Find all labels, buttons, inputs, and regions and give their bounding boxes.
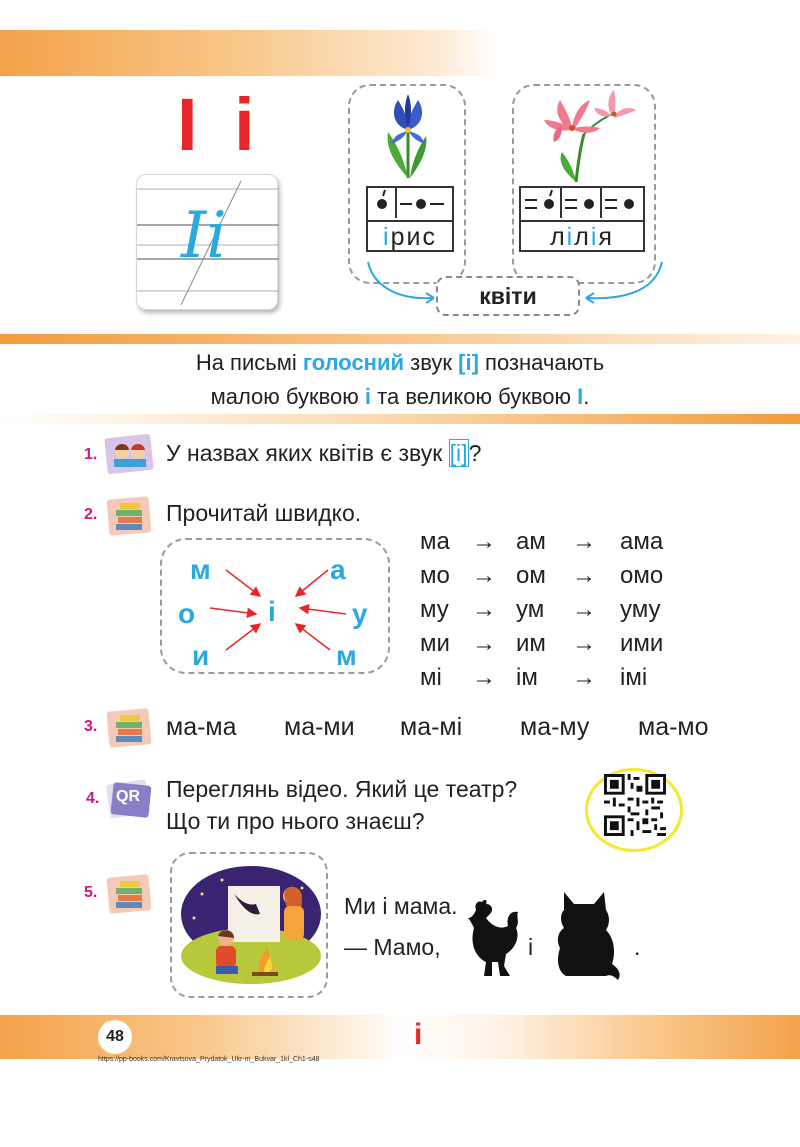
chain-arrow: → bbox=[472, 664, 496, 691]
cloud-letter-y: и bbox=[192, 640, 210, 671]
books-icon bbox=[104, 872, 154, 916]
lily-letter-end: я bbox=[598, 223, 614, 251]
chain-arrow: → bbox=[572, 596, 596, 623]
rule-line-2 bbox=[0, 381, 800, 413]
chain-syllable: ом bbox=[516, 562, 546, 589]
lily-flower-icon bbox=[514, 86, 658, 186]
chain-syllable: омо bbox=[620, 562, 664, 589]
chain-arrow: → bbox=[472, 596, 496, 623]
word-iris bbox=[368, 220, 452, 250]
cloud-letter-center-i: і bbox=[268, 596, 276, 627]
rule-text: малою буквою bbox=[210, 384, 365, 409]
chain-syllable: ми bbox=[420, 630, 450, 657]
rule-text: . bbox=[583, 384, 590, 409]
iris-scheme-symbols bbox=[368, 188, 452, 218]
task-1-text bbox=[166, 438, 481, 468]
iris-rest-letters: рис bbox=[390, 223, 437, 251]
chain-syllable: мо bbox=[420, 562, 450, 589]
syllable-word: ма-му bbox=[520, 713, 590, 741]
handwriting-lines bbox=[137, 175, 279, 311]
rule-text: звук bbox=[404, 350, 459, 375]
header-band bbox=[0, 30, 800, 76]
iris-card bbox=[348, 84, 466, 284]
shadow-theatre-picture bbox=[170, 852, 328, 998]
chain-syllable: уму bbox=[620, 596, 661, 623]
children-reading-icon bbox=[104, 432, 156, 476]
story-end: . bbox=[634, 934, 641, 960]
word-lily bbox=[521, 220, 643, 250]
rule-text: На письмі bbox=[195, 350, 303, 375]
rule-highlight: І bbox=[577, 384, 584, 409]
books-icon bbox=[104, 494, 154, 538]
task-4-line-2: Що ти про нього знаєш? bbox=[166, 808, 425, 834]
qr-badge-icon bbox=[104, 776, 154, 822]
qr-badge-label: QR bbox=[116, 788, 140, 805]
cloud-letter-a: а bbox=[330, 554, 346, 585]
task-2-text: Прочитай швидко. bbox=[166, 500, 362, 526]
chain-row bbox=[420, 596, 690, 630]
task-4-number: 4. bbox=[86, 790, 100, 807]
chain-arrow: → bbox=[472, 562, 496, 589]
rooster-silhouette-icon bbox=[462, 896, 522, 984]
chain-syllable: ма bbox=[420, 528, 450, 555]
shadow-theatre-illustration bbox=[172, 854, 328, 998]
cloud-letter-m-top: м bbox=[190, 554, 211, 585]
lily-vowel-2: і bbox=[590, 223, 599, 251]
qr-code-icon[interactable] bbox=[604, 774, 666, 836]
rule-text: позначають bbox=[478, 350, 605, 375]
chain-arrow: → bbox=[472, 528, 496, 555]
cat-silhouette-icon bbox=[552, 888, 624, 984]
books-icon bbox=[104, 706, 154, 750]
task-1-text-main: У назвах яких квітів є звук bbox=[166, 440, 449, 466]
task-2-number: 2. bbox=[84, 506, 98, 523]
chain-syllable: імі bbox=[620, 664, 648, 691]
task-1-number: 1. bbox=[84, 446, 98, 463]
footer-url[interactable]: https://pp-books.com/Kravtsova_Prydatok_Ukr-m_Bukvar_1kl_Ch1-s48 bbox=[98, 1056, 320, 1063]
task-4-line-1: Переглянь відео. Який це театр? bbox=[166, 776, 518, 802]
chain-syllable: мі bbox=[420, 664, 442, 691]
story-conjunction: і bbox=[528, 934, 534, 960]
cloud-letter-u: у bbox=[352, 598, 368, 629]
syllable-word: ма-мо bbox=[638, 713, 709, 741]
chain-arrow: → bbox=[572, 664, 596, 691]
lily-sound-scheme bbox=[519, 186, 645, 252]
page-number: 48 bbox=[98, 1020, 132, 1054]
lily-scheme-symbols bbox=[521, 188, 643, 218]
rule-text: та великою буквою bbox=[371, 384, 578, 409]
chain-syllable: ими bbox=[620, 630, 664, 657]
cloud-letter-o: о bbox=[178, 598, 196, 629]
iris-flower-icon bbox=[350, 86, 468, 186]
lily-letter-2: л bbox=[574, 223, 591, 251]
task-5-number: 5. bbox=[84, 884, 98, 901]
syllable-word: ма-ми bbox=[284, 713, 355, 741]
chain-syllable: ама bbox=[620, 528, 664, 555]
chain-arrow: → bbox=[472, 630, 496, 657]
chain-row bbox=[420, 528, 690, 562]
big-letters-heading: І і bbox=[177, 83, 263, 166]
task-1-sound: [і] bbox=[449, 440, 468, 466]
chain-arrow: → bbox=[572, 528, 596, 555]
cloud-arrows bbox=[160, 538, 390, 674]
iris-vowel-letter: і bbox=[383, 223, 391, 251]
copybook-card bbox=[136, 174, 278, 310]
handwriting-text: Іі bbox=[181, 199, 227, 273]
story-line-1: Ми і мама. bbox=[344, 893, 458, 919]
chain-syllable: ім bbox=[516, 664, 538, 691]
lily-card bbox=[512, 84, 656, 284]
chain-syllable: ум bbox=[516, 596, 545, 623]
footer-letter: і bbox=[414, 1018, 423, 1051]
rule-highlight: і bbox=[364, 384, 372, 409]
chain-row bbox=[420, 562, 690, 596]
chain-row bbox=[420, 664, 690, 698]
task-1-text-end: ? bbox=[468, 440, 482, 466]
story-line-2: — Мамо, bbox=[344, 934, 441, 960]
task-3-number: 3. bbox=[84, 718, 98, 735]
chain-syllable: му bbox=[420, 596, 449, 623]
iris-sound-scheme bbox=[366, 186, 454, 252]
lily-vowel-1: і bbox=[566, 223, 575, 251]
separator-band-bottom bbox=[0, 414, 800, 424]
chain-syllable: ам bbox=[516, 528, 546, 555]
cloud-letter-m-bottom: м bbox=[336, 640, 357, 671]
chain-arrow: → bbox=[572, 562, 596, 589]
syllable-word: ма-мі bbox=[400, 713, 463, 741]
rule-line-1 bbox=[0, 347, 800, 379]
chain-row bbox=[420, 630, 690, 664]
chain-arrow: → bbox=[572, 630, 596, 657]
rule-highlight: [і] bbox=[458, 350, 479, 375]
separator-band-top bbox=[0, 334, 800, 344]
lily-letter-1: л bbox=[550, 223, 567, 251]
chain-syllable: им bbox=[516, 630, 546, 657]
group-label-flowers: квіти bbox=[436, 276, 580, 316]
rule-highlight: голосний bbox=[302, 350, 405, 375]
syllable-word: ма-ма bbox=[166, 713, 237, 741]
